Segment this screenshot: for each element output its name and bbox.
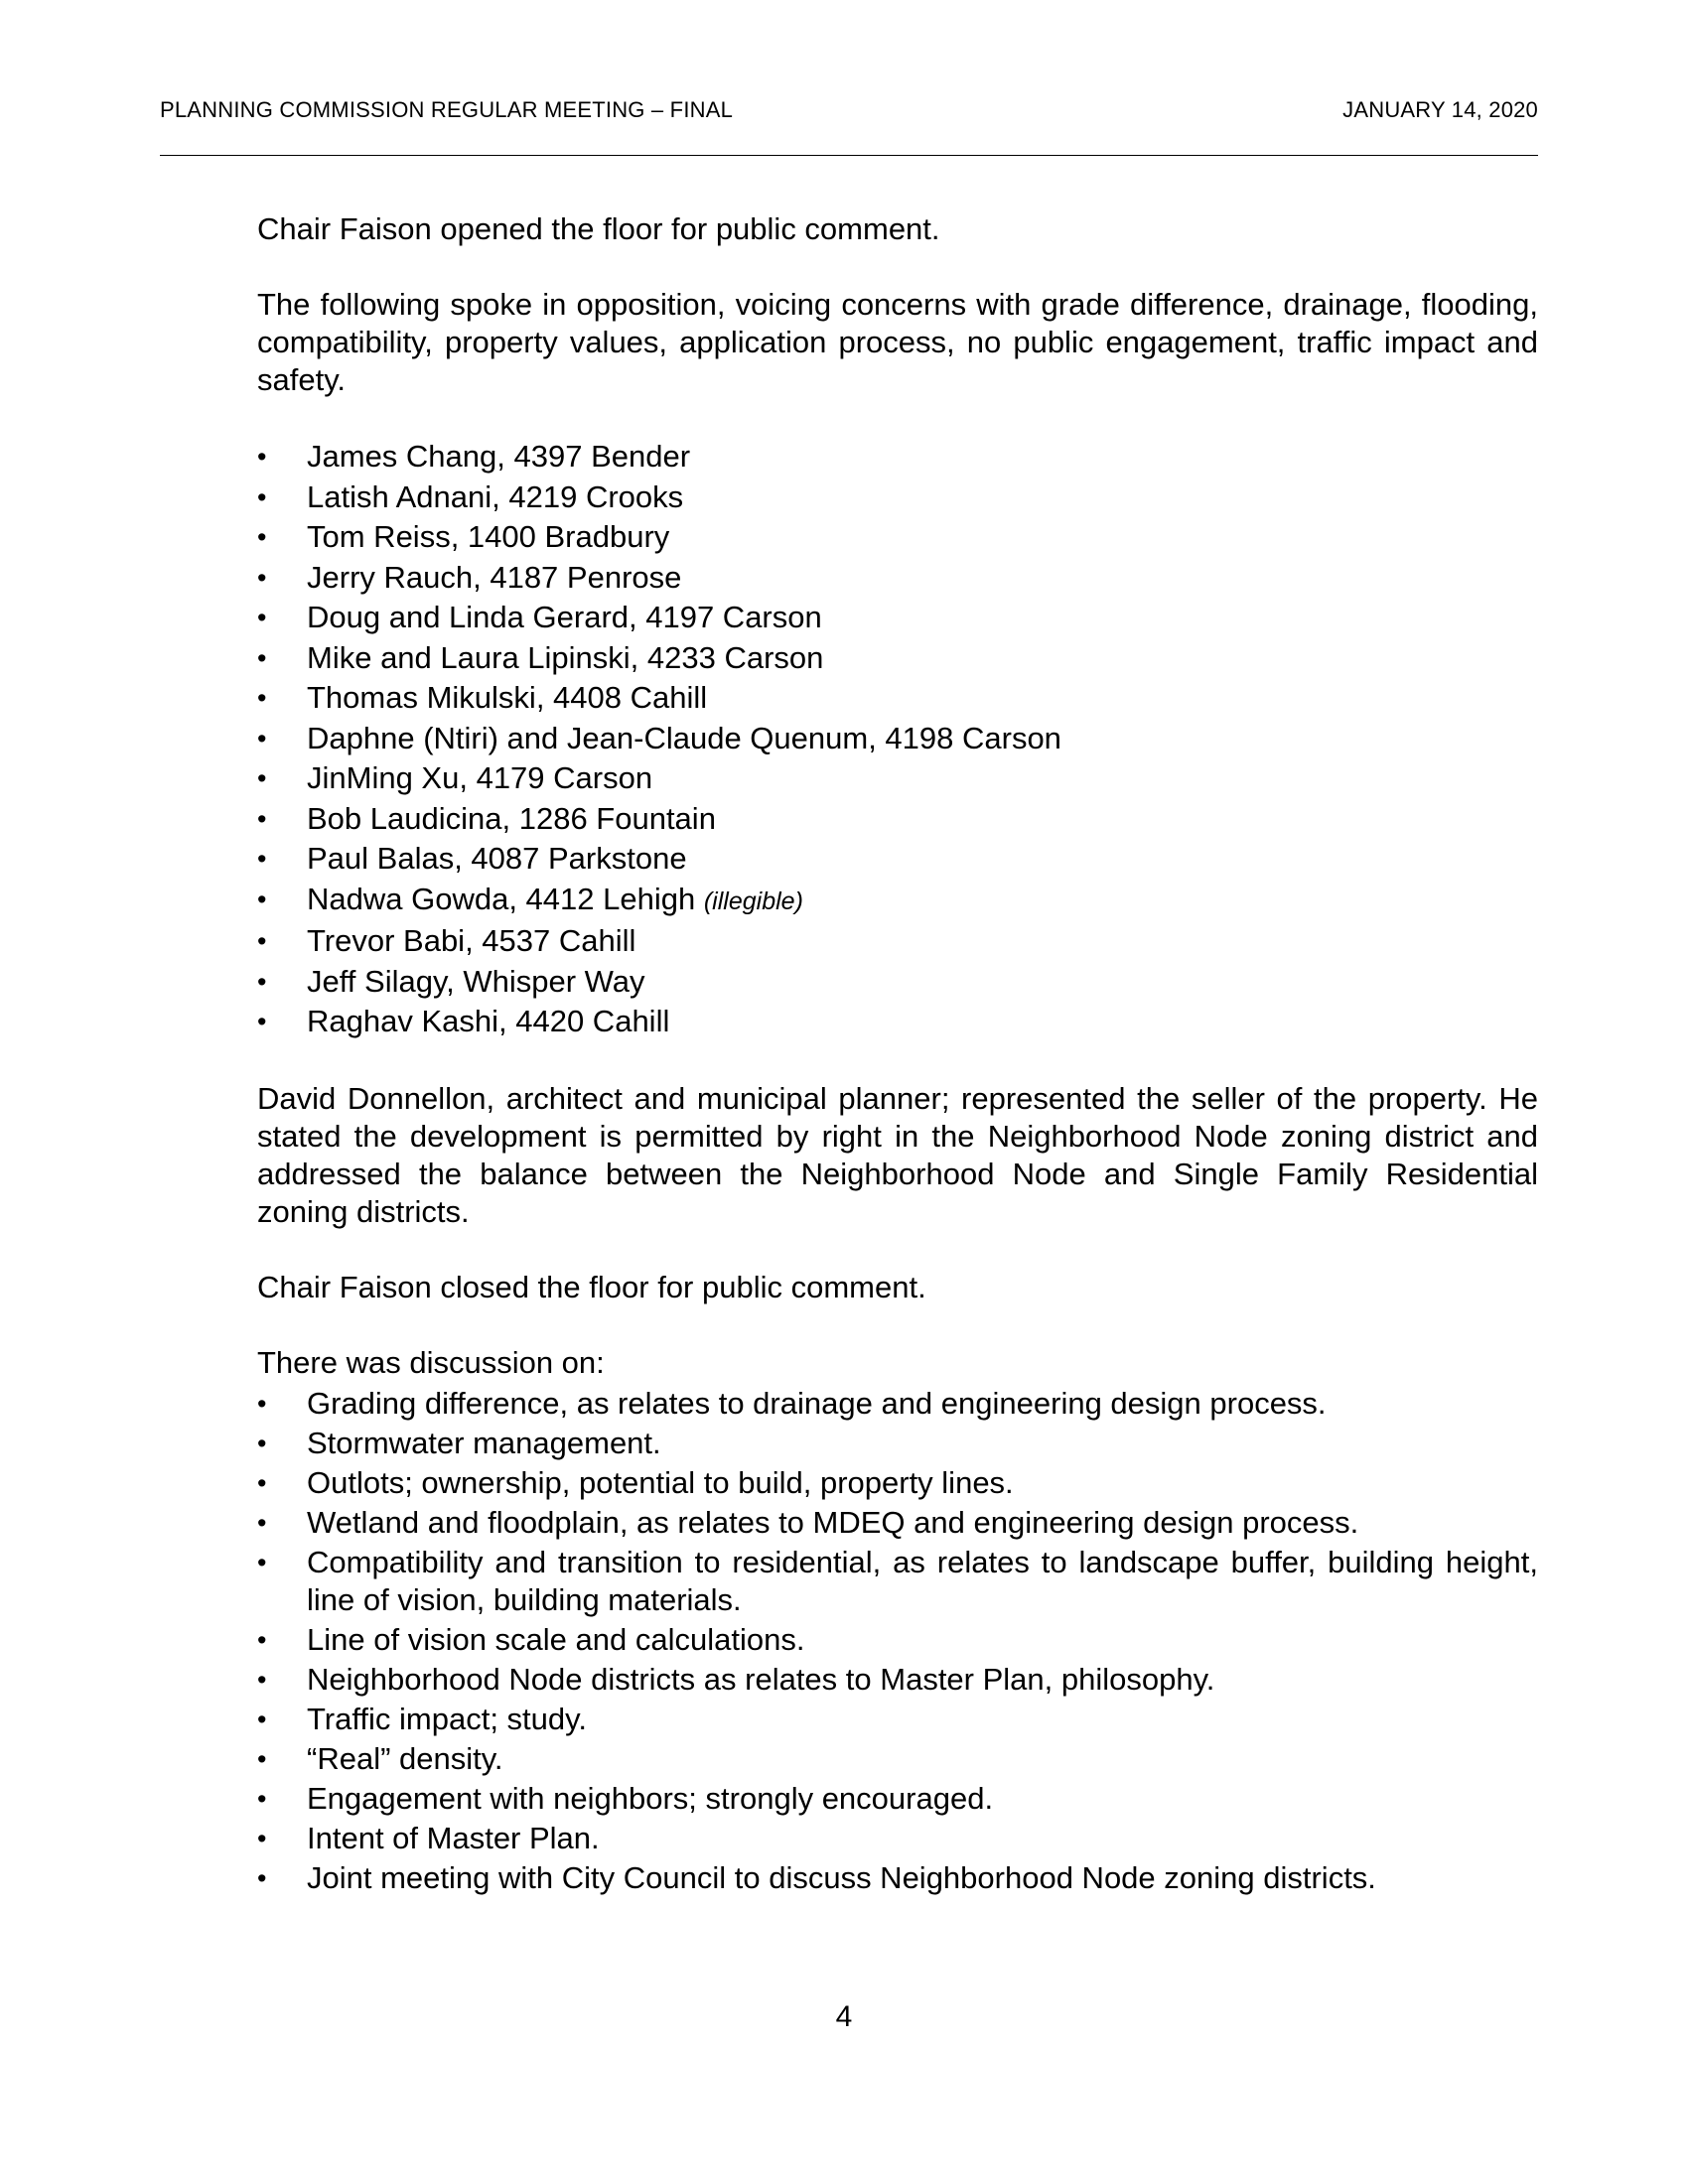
bullet-icon: • <box>257 1007 267 1036</box>
speaker-name: Doug and Linda Gerard, 4197 Carson <box>307 600 822 634</box>
bullet-icon: • <box>257 884 267 914</box>
list-item <box>257 921 1538 962</box>
list-item <box>257 638 1538 679</box>
paragraph-opposition: The following spoke in opposition, voicing concerns with grade difference, drainage, flooding, compatibility, property values, application process, no public engagement, traffic impact and safety. <box>257 287 1538 397</box>
bullet-icon: • <box>257 481 267 512</box>
list-item <box>257 1700 1538 1739</box>
list-item <box>257 1779 1538 1819</box>
minutes-content <box>257 210 1538 1898</box>
list-item <box>257 962 1538 1003</box>
discussion-item: Grading difference, as relates to drainage and engineering design process. <box>307 1385 1327 1421</box>
bullet-icon: • <box>257 562 267 593</box>
header-date: JANUARY 14, 2020 <box>1342 97 1538 122</box>
speaker-name: Daphne (Ntiri) and Jean-Claude Quenum, 4198 Carson <box>307 720 1061 755</box>
discussion-item: Outlots; ownership, potential to build, property lines. <box>307 1464 1014 1500</box>
bullet-icon: • <box>257 1823 267 1853</box>
illegible-note: (illegible) <box>703 887 803 915</box>
bullet-icon: • <box>257 522 267 552</box>
bullet-icon: • <box>257 1507 267 1538</box>
speaker-name: Mike and Laura Lipinski, 4233 Carson <box>307 639 824 675</box>
speaker-name: Jerry Rauch, 4187 Penrose <box>307 559 682 595</box>
bullet-icon: • <box>257 803 267 834</box>
speaker-name: Tom Reiss, 1400 Bradbury <box>307 519 670 554</box>
speaker-name: Jeff Silagy, Whisper Way <box>307 963 645 999</box>
bullet-icon: • <box>257 1783 267 1814</box>
discussion-item: Line of vision scale and calculations. <box>307 1621 805 1657</box>
list-item <box>257 678 1538 719</box>
bullet-icon: • <box>257 683 267 713</box>
bullet-icon: • <box>257 603 267 632</box>
list-item <box>257 1384 1538 1424</box>
list-item <box>257 1819 1538 1858</box>
bullet-icon: • <box>257 1743 267 1774</box>
list-item <box>257 478 1538 518</box>
list-item <box>257 758 1538 799</box>
discussion-list <box>257 1384 1538 1898</box>
bullet-icon: • <box>257 1862 267 1893</box>
discussion-item: Wetland and floodplain, as relates to MDEQ and engineering design process. <box>307 1504 1359 1540</box>
list-item <box>257 1739 1538 1779</box>
list-item <box>257 1503 1538 1543</box>
list-item <box>257 1543 1538 1620</box>
bullet-icon: • <box>257 763 267 793</box>
discussion-item: Neighborhood Node districts as relates to Master Plan, philosophy. <box>307 1661 1215 1697</box>
bullet-icon: • <box>257 1547 267 1577</box>
list-item <box>257 839 1538 880</box>
bullet-icon: • <box>257 1664 267 1695</box>
paragraph-close-comment: Chair Faison closed the floor for public comment. <box>257 1269 926 1304</box>
paragraph-open-comment: Chair Faison opened the floor for public comment. <box>257 211 940 246</box>
bullet-icon: • <box>257 723 267 753</box>
list-item <box>257 1660 1538 1700</box>
speaker-name: Paul Balas, 4087 Parkstone <box>307 841 687 876</box>
bullet-icon: • <box>257 1704 267 1734</box>
discussion-item: Engagement with neighbors; strongly encouraged. <box>307 1780 994 1816</box>
speaker-name: Thomas Mikulski, 4408 Cahill <box>307 680 708 715</box>
bullet-icon: • <box>257 642 267 673</box>
discussion-item: Compatibility and transition to residential, as relates to landscape buffer, building height, line of vision, building materials. <box>307 1544 1538 1617</box>
list-item <box>257 880 1538 922</box>
bullet-icon: • <box>257 1624 267 1655</box>
bullet-icon: • <box>257 844 267 874</box>
bullet-icon: • <box>257 926 267 956</box>
list-item <box>257 437 1538 478</box>
list-item <box>257 1463 1538 1503</box>
paragraph-discussion-intro: There was discussion on: <box>257 1344 605 1380</box>
list-item <box>257 1858 1538 1898</box>
list-item <box>257 1424 1538 1463</box>
bullet-icon: • <box>257 966 267 997</box>
discussion-item: Traffic impact; study. <box>307 1701 587 1736</box>
list-item <box>257 1620 1538 1660</box>
list-item <box>257 719 1538 759</box>
speaker-list <box>257 437 1538 1042</box>
bullet-icon: • <box>257 1467 267 1498</box>
paragraph-donnellon: David Donnellon, architect and municipal planner; represented the seller of the property. He stated the development is permitted by right in the Neighborhood Node zoning district and addressed the balance between the Neighborhood Node and Single Family Residential zoning districts. <box>257 1080 1538 1229</box>
speaker-name: Latish Adnani, 4219 Crooks <box>307 478 684 514</box>
speaker-name: James Chang, 4397 Bender <box>307 439 691 474</box>
list-item <box>257 558 1538 599</box>
discussion-item: “Real” density. <box>307 1740 503 1776</box>
discussion-item: Joint meeting with City Council to discuss Neighborhood Node zoning districts. <box>307 1859 1376 1895</box>
speaker-name: Nadwa Gowda, 4412 Lehigh <box>307 881 696 916</box>
bullet-icon: • <box>257 1428 267 1458</box>
speaker-name: Raghav Kashi, 4420 Cahill <box>307 1004 670 1038</box>
list-item <box>257 799 1538 840</box>
bullet-icon: • <box>257 1388 267 1419</box>
speaker-name: Bob Laudicina, 1286 Fountain <box>307 800 716 836</box>
list-item <box>257 517 1538 558</box>
page-header <box>160 97 1538 156</box>
discussion-item: Stormwater management. <box>307 1425 661 1460</box>
list-item <box>257 598 1538 638</box>
bullet-icon: • <box>257 442 267 472</box>
speaker-name: JinMing Xu, 4179 Carson <box>307 760 653 795</box>
discussion-item: Intent of Master Plan. <box>307 1820 600 1855</box>
page-number: 4 <box>835 2000 853 2033</box>
list-item <box>257 1002 1538 1042</box>
speaker-name: Trevor Babi, 4537 Cahill <box>307 923 636 958</box>
header-title: PLANNING COMMISSION REGULAR MEETING – FINAL <box>160 97 734 122</box>
